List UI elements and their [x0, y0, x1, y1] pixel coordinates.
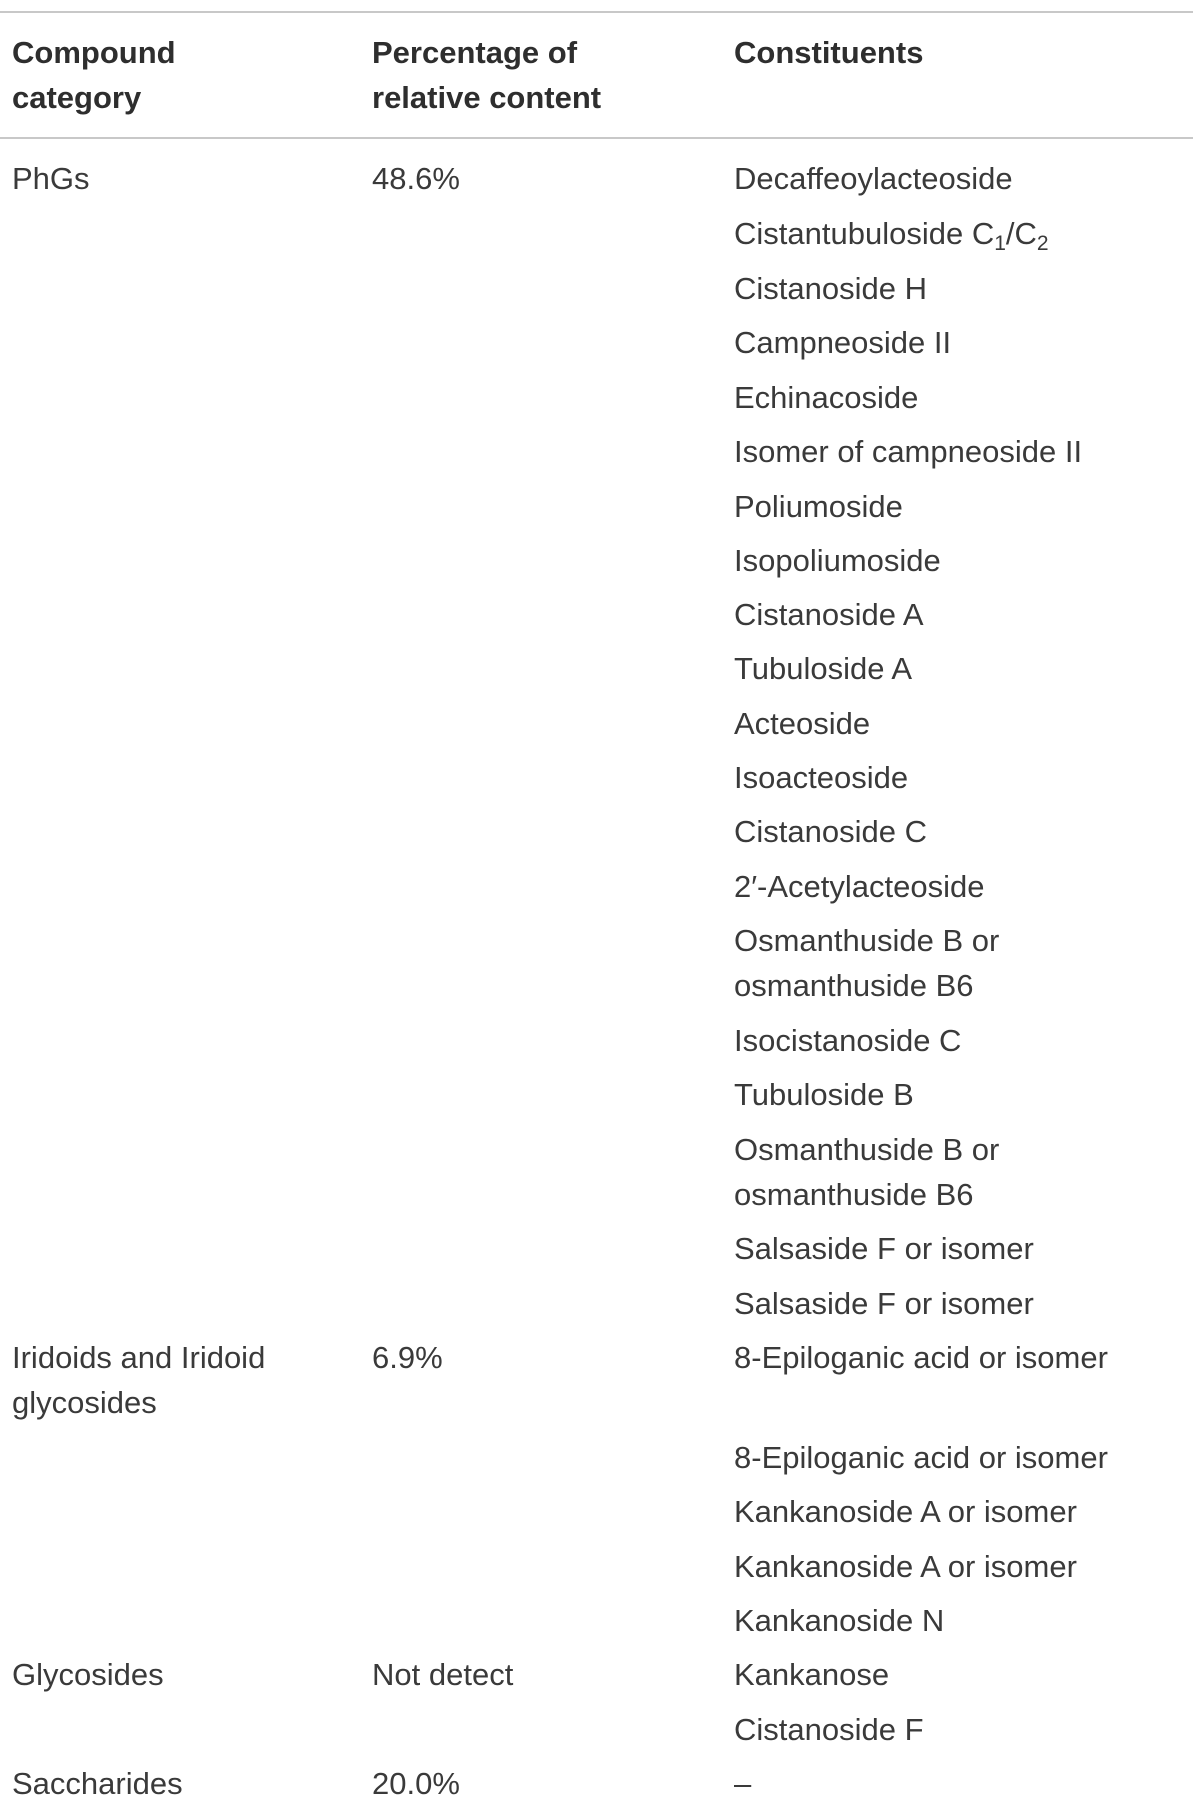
constituent-item: Echinacoside — [734, 380, 919, 415]
percentage-cell: 48.6% — [372, 161, 460, 196]
header-constituents: Constituents — [734, 35, 924, 70]
constituent-item: Poliumoside — [734, 489, 903, 524]
constituent-item: Cistanoside H — [734, 271, 927, 306]
constituent-item: Tubuloside B — [734, 1077, 914, 1112]
constituent-item: Cistanoside F — [734, 1712, 924, 1747]
constituent-item: Cistantubuloside $C_1/C_2$ — [734, 216, 1049, 255]
category-cell: PhGs — [12, 161, 90, 196]
constituent-item: 8-Epiloganic acid or isomer — [734, 1340, 1108, 1375]
constituent-item: – — [734, 1766, 752, 1801]
constituent-item: Cistanoside C — [734, 814, 927, 849]
constituent-item: Salsaside F or isomer — [734, 1231, 1034, 1266]
constituent-item: Decaffeoylacteoside — [734, 161, 1013, 196]
constituent-item: Isoacteoside — [734, 760, 909, 795]
constituent-item: Cistanoside A — [734, 597, 924, 632]
constituent-item: Osmanthuside B or osmanthuside B6 — [734, 923, 1000, 1003]
constituent-item: Salsaside F or isomer — [734, 1286, 1034, 1321]
percentage-cell: Not detect — [372, 1657, 514, 1692]
constituent-item: Tubuloside A — [734, 651, 913, 686]
constituent-item: 8-Epiloganic acid or isomer — [734, 1440, 1108, 1475]
constituent-item: Isocistanoside C — [734, 1023, 962, 1058]
constituent-item: Campneoside II — [734, 325, 952, 360]
header-compound-category: Compound category — [12, 35, 176, 115]
percentage-cell: 20.0% — [372, 1766, 460, 1801]
category-cell: Glycosides — [12, 1657, 164, 1692]
table-header-rule — [0, 137, 1193, 139]
category-cell: Saccharides — [12, 1766, 183, 1801]
constituent-item: Kankanose — [734, 1657, 890, 1692]
percentage-cell: 6.9% — [372, 1340, 443, 1375]
constituent-item: Acteoside — [734, 706, 871, 741]
constituent-item: Kankanoside A or isomer — [734, 1494, 1077, 1529]
header-percentage: Percentage of relative content — [372, 35, 602, 115]
constituent-item: Isopoliumoside — [734, 543, 941, 578]
constituent-item: 2′-Acetylacteoside — [734, 869, 985, 904]
table-top-rule — [0, 11, 1193, 13]
category-cell: Iridoids and Iridoid glycosides — [12, 1340, 266, 1420]
constituent-item: Kankanoside N — [734, 1603, 945, 1638]
constituent-item: Isomer of campneoside II — [734, 434, 1083, 469]
constituent-item: Kankanoside A or isomer — [734, 1549, 1077, 1584]
constituent-item: Osmanthuside B or osmanthuside B6 — [734, 1132, 1000, 1212]
